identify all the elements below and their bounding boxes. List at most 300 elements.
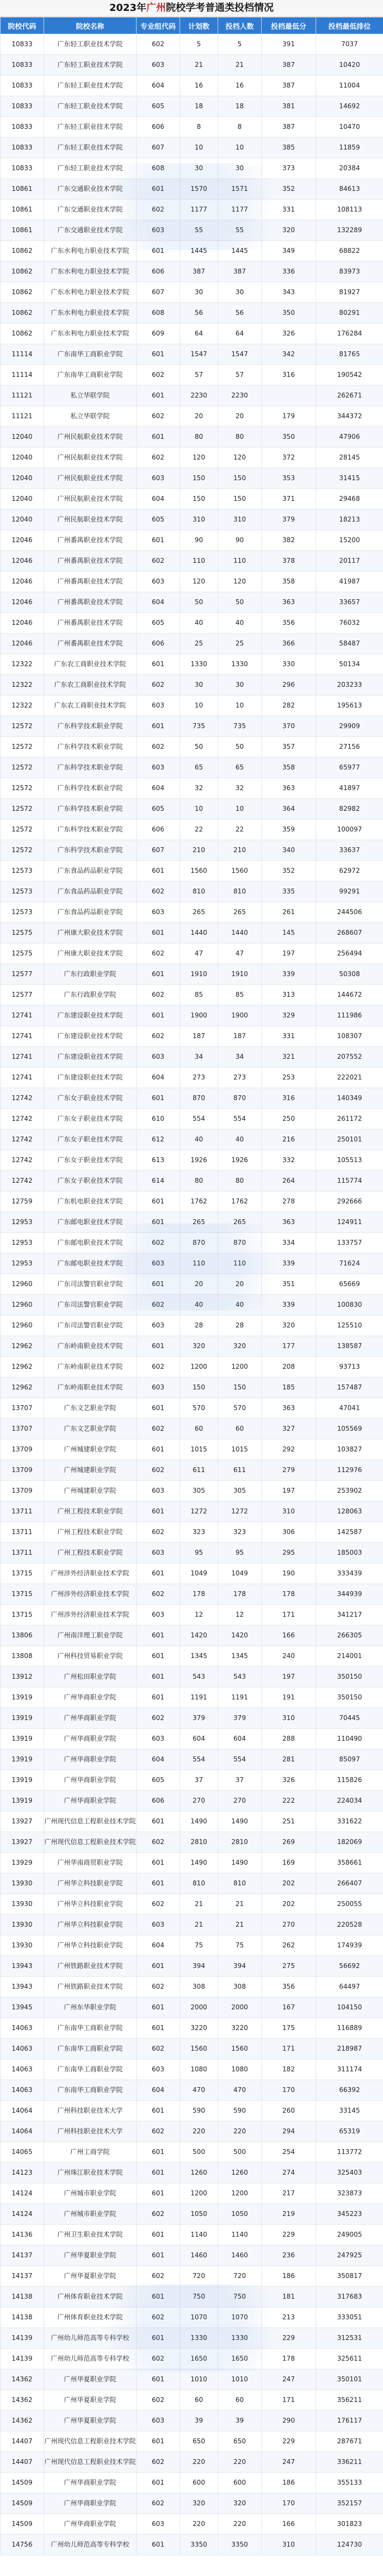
cell-group-code: 601	[137, 1997, 180, 2018]
cell-plan: 305	[180, 1481, 218, 1501]
cell-school-name: 广州民航职业技术学院	[44, 510, 137, 530]
cell-group-code: 603	[137, 55, 180, 76]
cell-group-code: 602	[137, 737, 180, 758]
cell-group-code: 602	[137, 1832, 180, 1853]
cell-plan: 28	[180, 1315, 218, 1336]
cell-admitted: 273	[218, 1067, 262, 1088]
cell-school-code: 14136	[1, 2225, 44, 2245]
table-row	[1, 406, 383, 427]
cell-min-score: 171	[262, 1605, 316, 1625]
cell-min-score: 279	[262, 1460, 316, 1481]
cell-min-score: 387	[262, 117, 316, 138]
table-row	[1, 179, 383, 200]
cell-school-code: 14063	[1, 2080, 44, 2101]
cell-plan: 39	[180, 2411, 218, 2431]
cell-group-code: 604	[137, 592, 180, 613]
cell-school-name: 广州幼儿师范高等专科学校	[44, 2535, 137, 2555]
cell-plan: 210	[180, 840, 218, 861]
cell-admitted: 1080	[218, 2059, 262, 2080]
cell-school-name: 广东邮电职业技术学院	[44, 1233, 137, 1253]
cell-school-code: 12960	[1, 1295, 44, 1315]
cell-plan: 308	[180, 1977, 218, 1997]
cell-plan: 1560	[180, 861, 218, 882]
cell-min-rank: 29468	[316, 489, 383, 510]
cell-school-code: 12953	[1, 1212, 44, 1233]
cell-group-code: 603	[137, 1915, 180, 1935]
cell-plan: 60	[180, 2390, 218, 2411]
table-row	[1, 1832, 383, 1853]
cell-group-code: 601	[137, 1191, 180, 1212]
cell-school-code: 12572	[1, 758, 44, 778]
cell-plan: 21	[180, 1915, 218, 1935]
cell-min-score: 336	[262, 262, 316, 282]
cell-school-name: 广东南华工商职业学院	[44, 365, 137, 386]
cell-plan: 5	[180, 34, 218, 55]
cell-admitted: 50	[218, 737, 262, 758]
cell-school-code: 10862	[1, 241, 44, 262]
cell-school-code: 13711	[1, 1522, 44, 1543]
cell-school-code: 12046	[1, 530, 44, 551]
cell-plan: 10	[180, 138, 218, 158]
cell-min-rank: 33145	[316, 2101, 383, 2121]
cell-min-score: 335	[262, 882, 316, 902]
cell-min-rank: 76032	[316, 613, 383, 634]
cell-plan: 543	[180, 1667, 218, 1687]
cell-min-score: 181	[262, 2287, 316, 2307]
cell-plan: 1200	[180, 1357, 218, 1377]
cell-plan: 40	[180, 1129, 218, 1150]
table-row	[1, 902, 383, 923]
table-row	[1, 1687, 383, 1708]
cell-school-code: 10833	[1, 138, 44, 158]
cell-min-rank: 344939	[316, 1584, 383, 1605]
cell-school-name: 广东南华工商职业学院	[44, 2080, 137, 2101]
cell-admitted: 60	[218, 1419, 262, 1439]
cell-plan: 90	[180, 530, 218, 551]
cell-admitted: 110	[218, 551, 262, 572]
cell-group-code: 606	[137, 117, 180, 138]
cell-plan: 8	[180, 117, 218, 138]
cell-plan: 2230	[180, 386, 218, 406]
cell-admitted: 57	[218, 365, 262, 386]
cell-min-rank: 358661	[316, 1853, 383, 1873]
cell-admitted: 12	[218, 1605, 262, 1625]
cell-min-score: 296	[262, 675, 316, 696]
cell-school-code: 14138	[1, 2307, 44, 2328]
cell-school-name: 广州体育职业技术学院	[44, 2287, 137, 2307]
cell-group-code: 602	[137, 2121, 180, 2142]
table-row	[1, 820, 383, 840]
cell-plan: 1140	[180, 2225, 218, 2245]
cell-admitted: 265	[218, 1212, 262, 1233]
cell-min-rank: 58487	[316, 634, 383, 654]
cell-min-score: 371	[262, 489, 316, 510]
cell-school-name: 广州现代信息工程职业技术学院	[44, 2452, 137, 2473]
cell-admitted: 870	[218, 1233, 262, 1253]
cell-admitted: 810	[218, 1873, 262, 1894]
cell-school-name: 广州华商职业学院	[44, 1708, 137, 1729]
cell-school-name: 广州珠江职业技术学院	[44, 2163, 137, 2183]
cell-min-score: 186	[262, 2266, 316, 2287]
cell-min-rank: 62972	[316, 861, 383, 882]
table-row	[1, 1439, 383, 1460]
cell-min-rank: 333439	[316, 1563, 383, 1584]
cell-school-name: 广州科技职业技术大学	[44, 2121, 137, 2142]
table-row	[1, 2142, 383, 2163]
cell-school-code: 13711	[1, 1543, 44, 1563]
cell-admitted: 1440	[218, 923, 262, 944]
cell-min-rank: 253902	[316, 1481, 383, 1501]
cell-min-score: 364	[262, 799, 316, 820]
table-header-row	[1, 17, 383, 34]
cell-school-name: 广东科学技术职业学院	[44, 799, 137, 820]
cell-school-code: 13707	[1, 1419, 44, 1439]
cell-group-code: 602	[137, 675, 180, 696]
cell-school-name: 私立华联学院	[44, 386, 137, 406]
cell-min-rank: 14692	[316, 96, 383, 117]
table-row	[1, 158, 383, 179]
cell-min-score: 177	[262, 1336, 316, 1357]
cell-group-code: 601	[137, 1646, 180, 1667]
cell-min-score: 186	[262, 2473, 316, 2493]
cell-school-name: 广东科学技术职业学院	[44, 758, 137, 778]
cell-school-name: 广州民航职业技术学院	[44, 489, 137, 510]
cell-min-score: 310	[262, 1708, 316, 1729]
table-row	[1, 1543, 383, 1563]
table-row	[1, 1584, 383, 1605]
table-row	[1, 2328, 383, 2349]
col-header-group-code: 专业组代码	[137, 17, 180, 34]
cell-admitted: 720	[218, 2266, 262, 2287]
cell-group-code: 604	[137, 2080, 180, 2101]
cell-group-code: 603	[137, 1729, 180, 1749]
cell-admitted: 55	[218, 220, 262, 241]
cell-min-rank: 108307	[316, 1026, 383, 1047]
cell-admitted: 210	[218, 840, 262, 861]
cell-min-score: 171	[262, 2390, 316, 2411]
cell-min-rank: 84613	[316, 179, 383, 200]
cell-school-code: 12046	[1, 634, 44, 654]
cell-min-score: 260	[262, 2101, 316, 2121]
cell-min-rank: 33637	[316, 840, 383, 861]
cell-admitted: 2810	[218, 1832, 262, 1853]
cell-admitted: 604	[218, 1729, 262, 1749]
cell-admitted: 120	[218, 448, 262, 468]
cell-min-rank: 311174	[316, 2059, 383, 2080]
cell-admitted: 40	[218, 613, 262, 634]
cell-school-code: 12322	[1, 654, 44, 675]
cell-school-code: 14123	[1, 2163, 44, 2183]
cell-school-code: 10861	[1, 220, 44, 241]
cell-school-name: 广州幼儿师范高等专科学校	[44, 2328, 137, 2349]
table-row	[1, 675, 383, 696]
table-row	[1, 1315, 383, 1336]
cell-school-code: 13919	[1, 1687, 44, 1708]
cell-group-code: 610	[137, 1109, 180, 1129]
cell-admitted: 554	[218, 1749, 262, 1770]
cell-school-code: 12040	[1, 489, 44, 510]
cell-plan: 32	[180, 778, 218, 799]
cell-plan: 21	[180, 55, 218, 76]
cell-group-code: 602	[137, 1357, 180, 1377]
cell-admitted: 90	[218, 530, 262, 551]
cell-min-rank: 20117	[316, 551, 383, 572]
cell-min-score: 356	[262, 613, 316, 634]
cell-school-code: 12577	[1, 985, 44, 1005]
cell-min-rank: 224034	[316, 1791, 383, 1811]
cell-school-code: 10833	[1, 96, 44, 117]
cell-group-code: 602	[137, 1522, 180, 1543]
cell-min-rank: 105513	[316, 1150, 383, 1171]
cell-min-rank: 100830	[316, 1295, 383, 1315]
cell-plan: 178	[180, 1584, 218, 1605]
cell-school-name: 广州南洋理工职业学院	[44, 1625, 137, 1646]
cell-plan: 273	[180, 1067, 218, 1088]
cell-min-score: 247	[262, 2452, 316, 2473]
cell-admitted: 1330	[218, 654, 262, 675]
cell-plan: 1910	[180, 964, 218, 985]
cell-school-name: 广州城建职业学院	[44, 1439, 137, 1460]
cell-school-name: 广东水利电力职业技术学院	[44, 324, 137, 344]
cell-min-rank: 190542	[316, 365, 383, 386]
cell-admitted: 394	[218, 1956, 262, 1977]
cell-school-name: 广东机电职业技术学院	[44, 1191, 137, 1212]
cell-school-name: 广州华商职业学院	[44, 1749, 137, 1770]
cell-school-name: 广东司法警官职业学院	[44, 1274, 137, 1295]
cell-min-rank: 80291	[316, 303, 383, 324]
cell-min-score: 306	[262, 1522, 316, 1543]
cell-plan: 810	[180, 882, 218, 902]
cell-admitted: 21	[218, 1915, 262, 1935]
cell-school-code: 12572	[1, 799, 44, 820]
cell-admitted: 75	[218, 1935, 262, 1956]
cell-admitted: 150	[218, 1377, 262, 1398]
col-header-school-name: 院校名称	[44, 17, 137, 34]
cell-min-rank: 250055	[316, 1894, 383, 1915]
cell-school-name: 广州华夏职业学院	[44, 2411, 137, 2431]
cell-school-code: 10833	[1, 76, 44, 96]
table-row	[1, 1646, 383, 1667]
cell-min-score: 253	[262, 1067, 316, 1088]
cell-school-name: 广东女子职业技术学院	[44, 1171, 137, 1191]
cell-group-code: 602	[137, 1977, 180, 1997]
table-row	[1, 220, 383, 241]
cell-school-name: 广东轻工职业技术学院	[44, 55, 137, 76]
table-row	[1, 1005, 383, 1026]
cell-group-code: 602	[137, 2493, 180, 2514]
table-row	[1, 737, 383, 758]
cell-min-rank: 99291	[316, 882, 383, 902]
cell-group-code: 601	[137, 2101, 180, 2121]
cell-min-rank: 247925	[316, 2245, 383, 2266]
cell-min-rank: 244506	[316, 902, 383, 923]
cell-min-rank: 41987	[316, 572, 383, 592]
cell-group-code: 601	[137, 1811, 180, 1832]
cell-min-score: 310	[262, 2535, 316, 2555]
cell-school-code: 14139	[1, 2349, 44, 2369]
cell-group-code: 612	[137, 1129, 180, 1150]
cell-school-name: 广州城建职业学院	[44, 1460, 137, 1481]
cell-min-score: 382	[262, 530, 316, 551]
cell-min-score: 351	[262, 1274, 316, 1295]
cell-min-score: 288	[262, 1729, 316, 1749]
cell-min-score: 167	[262, 1997, 316, 2018]
cell-school-name: 广东行政职业学院	[44, 964, 137, 985]
cell-group-code: 601	[137, 2245, 180, 2266]
table-row	[1, 1894, 383, 1915]
cell-admitted: 40	[218, 1129, 262, 1150]
cell-admitted: 1460	[218, 2245, 262, 2266]
cell-admitted: 150	[218, 489, 262, 510]
cell-school-code: 12572	[1, 716, 44, 737]
cell-group-code: 601	[137, 241, 180, 262]
table-row	[1, 654, 383, 675]
cell-school-name: 广东女子职业技术学院	[44, 1109, 137, 1129]
table-row	[1, 1811, 383, 1832]
cell-min-score: 331	[262, 1026, 316, 1047]
cell-plan: 1050	[180, 2204, 218, 2225]
cell-school-code: 12040	[1, 468, 44, 489]
table-row	[1, 1295, 383, 1315]
cell-school-name: 广州民航职业技术学院	[44, 427, 137, 448]
cell-plan: 600	[180, 2473, 218, 2493]
cell-min-rank: 350150	[316, 1667, 383, 1687]
cell-school-name: 广州科技贸易职业学院	[44, 1646, 137, 1667]
cell-min-score: 274	[262, 2163, 316, 2183]
cell-min-score: 250	[262, 1109, 316, 1129]
table-row	[1, 1791, 383, 1811]
table-row	[1, 2473, 383, 2493]
cell-school-name: 广州现代信息工程职业技术学院	[44, 1811, 137, 1832]
cell-group-code: 603	[137, 1605, 180, 1625]
cell-plan: 1570	[180, 179, 218, 200]
cell-group-code: 603	[137, 1377, 180, 1398]
cell-plan: 1460	[180, 2245, 218, 2266]
cell-min-score: 363	[262, 1212, 316, 1233]
cell-plan: 1926	[180, 1150, 218, 1171]
cell-admitted: 47	[218, 944, 262, 964]
cell-plan: 650	[180, 2431, 218, 2452]
cell-min-rank: 116889	[316, 2018, 383, 2039]
cell-group-code: 601	[137, 530, 180, 551]
cell-min-score: 264	[262, 1171, 316, 1191]
cell-min-rank: 115774	[316, 1171, 383, 1191]
cell-plan: 1330	[180, 654, 218, 675]
cell-min-rank: 15200	[316, 530, 383, 551]
col-header-min-score: 投档最低分	[262, 17, 316, 34]
table-row	[1, 882, 383, 902]
cell-group-code: 603	[137, 902, 180, 923]
cell-min-score: 213	[262, 2307, 316, 2328]
cell-admitted: 554	[218, 1109, 262, 1129]
cell-school-name: 广州番禺职业技术学院	[44, 634, 137, 654]
cell-school-code: 14065	[1, 2142, 44, 2163]
cell-min-rank: 333051	[316, 2307, 383, 2328]
table-row	[1, 1667, 383, 1687]
cell-school-name: 广东南华工商职业学院	[44, 344, 137, 365]
cell-school-name: 广东农工商职业技术学院	[44, 654, 137, 675]
cell-min-rank: 336211	[316, 2452, 383, 2473]
cell-school-name: 广东女子职业技术学院	[44, 1150, 137, 1171]
cell-group-code: 602	[137, 365, 180, 386]
cell-admitted: 220	[218, 2514, 262, 2535]
cell-school-name: 广州城建职业学院	[44, 1481, 137, 1501]
cell-min-score: 339	[262, 1295, 316, 1315]
cell-school-code: 14509	[1, 2514, 44, 2535]
cell-group-code: 605	[137, 96, 180, 117]
table-row	[1, 241, 383, 262]
table-row	[1, 1233, 383, 1253]
cell-group-code: 604	[137, 1935, 180, 1956]
cell-school-code: 14362	[1, 2411, 44, 2431]
cell-admitted: 30	[218, 282, 262, 303]
table-row	[1, 1026, 383, 1047]
cell-plan: 2810	[180, 1832, 218, 1853]
cell-group-code: 607	[137, 138, 180, 158]
table-row	[1, 489, 383, 510]
cell-school-code: 12577	[1, 964, 44, 985]
cell-school-code: 14063	[1, 2039, 44, 2059]
cell-min-rank: 350101	[316, 2369, 383, 2390]
col-header-plan: 计划数	[180, 17, 218, 34]
cell-school-code: 12962	[1, 1357, 44, 1377]
cell-plan: 810	[180, 1873, 218, 1894]
table-row	[1, 1625, 383, 1646]
cell-group-code: 602	[137, 2039, 180, 2059]
cell-group-code: 602	[137, 1233, 180, 1253]
cell-school-name: 广东女子职业技术学院	[44, 1088, 137, 1109]
table-row	[1, 2080, 383, 2101]
cell-admitted: 1010	[218, 2369, 262, 2390]
cell-min-rank: 56692	[316, 1956, 383, 1977]
cell-plan: 720	[180, 2266, 218, 2287]
cell-plan: 611	[180, 1460, 218, 1481]
cell-admitted: 270	[218, 1791, 262, 1811]
cell-min-rank: 112976	[316, 1460, 383, 1481]
cell-plan: 570	[180, 1398, 218, 1419]
cell-school-code: 13707	[1, 1398, 44, 1419]
cell-admitted: 750	[218, 2287, 262, 2307]
cell-admitted: 20	[218, 1274, 262, 1295]
table-row	[1, 572, 383, 592]
cell-admitted: 20	[218, 406, 262, 427]
table-body	[1, 34, 383, 2555]
cell-group-code: 601	[137, 1687, 180, 1708]
cell-min-score: 353	[262, 468, 316, 489]
cell-plan: 1049	[180, 1563, 218, 1584]
cell-school-name: 广东交通职业技术学院	[44, 220, 137, 241]
cell-min-score: 182	[262, 2059, 316, 2080]
cell-min-score: 178	[262, 2349, 316, 2369]
cell-school-code: 13709	[1, 1481, 44, 1501]
cell-min-score: 385	[262, 138, 316, 158]
cell-min-score: 275	[262, 1956, 316, 1977]
cell-group-code: 602	[137, 2307, 180, 2328]
cell-min-rank: 350817	[316, 2266, 383, 2287]
cell-group-code: 601	[137, 1873, 180, 1894]
table-row	[1, 1481, 383, 1501]
cell-school-name: 广州卫生职业技术学院	[44, 2225, 137, 2245]
cell-plan: 320	[180, 2493, 218, 2514]
cell-plan: 735	[180, 716, 218, 737]
cell-min-rank: 182069	[316, 1832, 383, 1853]
cell-school-code: 13715	[1, 1563, 44, 1584]
cell-plan: 1547	[180, 344, 218, 365]
cell-school-code: 14509	[1, 2473, 44, 2493]
cell-min-score: 326	[262, 1770, 316, 1791]
cell-school-name: 广东轻工职业技术学院	[44, 76, 137, 96]
cell-min-score: 269	[262, 1832, 316, 1853]
